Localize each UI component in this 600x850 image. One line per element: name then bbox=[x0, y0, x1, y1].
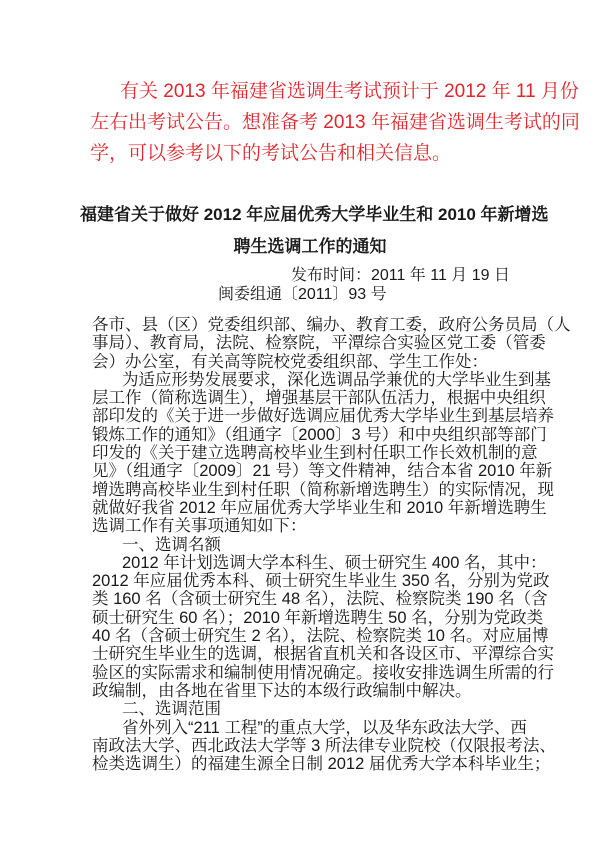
notice-line: 学，可以参考以下的考试公告和相关信息。 bbox=[90, 143, 452, 164]
title-line: 聘生选调工作的通知 bbox=[233, 237, 387, 256]
body-line: 硕士研究生 60 名）；2010 年新增选聘生 50 名，分别为党政类 bbox=[92, 608, 544, 627]
title-line: 福建省关于做好 2012 年应届优秀大学毕业生和 2010 年新增选 bbox=[80, 205, 549, 224]
body-line: 层工作（简称选调生），增强基层干部队伍活力，根据中央组织 bbox=[92, 389, 546, 408]
body-line: 部印发的《关于进一步做好选调应届优秀大学毕业生到基层培养 bbox=[92, 407, 554, 426]
body-line: 士研究生毕业生的选调，根据省直机关和各设区市、平潭综合实 bbox=[92, 645, 554, 664]
body-line: 南政法大学、西北政法大学等 3 所法律专业院校（仅限报考法、 bbox=[92, 736, 556, 755]
section-heading: 一、选调名额 bbox=[122, 535, 221, 554]
body-line: 省外列入“211 工程”的重点大学，以及华东政法大学、西 bbox=[122, 718, 527, 737]
document-body bbox=[92, 316, 571, 774]
body-line: 验区的实际需求和编制使用情况确定。接收安排选调生所需的行 bbox=[92, 663, 554, 682]
notice-line: 左右出考试公告。想准备考 2013 年福建省选调生考试的同 bbox=[90, 112, 580, 133]
body-line: 就做好我省 2012 年应届优秀大学毕业生和 2010 年新增选聘生 bbox=[92, 498, 547, 517]
body-line: 各市、县（区）党委组织部、编办、教育工委，政府公务员局（人 bbox=[92, 316, 571, 334]
body-line: 类 160 名（含硕士研究生 48 名），法院、检察院类 190 名（含 bbox=[92, 590, 548, 609]
body-line: 政编制，由各地在省里下达的本级行政编制中解决。 bbox=[92, 681, 472, 700]
body-line: 为适应形势发展要求，深化选调品学兼优的大学毕业生到基 bbox=[122, 370, 551, 389]
notice-line: 有关 2013 年福建省选调生考试预计于 2012 年 11 月份 bbox=[120, 81, 579, 102]
body-line: 选调工作有关事项通知如下： bbox=[92, 517, 307, 536]
body-line: 检类选调生）的福建生源全日制 2012 届优秀大学本科毕业生； bbox=[92, 755, 551, 774]
body-line: 印发的《关于建立选聘高校毕业生到村任职工作长效机制的意 bbox=[92, 444, 538, 463]
body-line: 2012 年计划选调大学本科生、硕士研究生 400 名，其中： bbox=[122, 553, 547, 572]
body-line: 会）办公室，有关高等院校党委组织部、学生工作处： bbox=[92, 352, 488, 371]
document-number: 闽委组通〔2011〕93 号 bbox=[218, 286, 387, 303]
exam-notice bbox=[90, 76, 580, 169]
body-line: 2012 年应届优秀本科、硕士研究生毕业生 350 名，分别为党政 bbox=[92, 572, 550, 591]
body-line: 40 名（含硕士研究生 2 名），法院、检察院类 10 名。对应届博 bbox=[92, 627, 549, 646]
body-line: 锻炼工作的通知》（组通字〔2000〕3 号）和中央组织部等部门 bbox=[92, 425, 547, 444]
publish-date: 发布时间：2011 年 11 月 19 日 bbox=[290, 267, 510, 284]
body-line: 事局）、教育局，法院、检察院，平潭综合实验区党工委（管委 bbox=[92, 334, 546, 353]
body-line: 见》（组通字〔2009〕21 号）等文件精神，结合本省 2010 年新 bbox=[92, 462, 553, 481]
document-title bbox=[80, 199, 549, 263]
body-line: 增选聘高校毕业生到村任职（简称新增选聘生）的实际情况，现 bbox=[92, 480, 554, 499]
section-heading: 二、选调范围 bbox=[122, 700, 221, 719]
